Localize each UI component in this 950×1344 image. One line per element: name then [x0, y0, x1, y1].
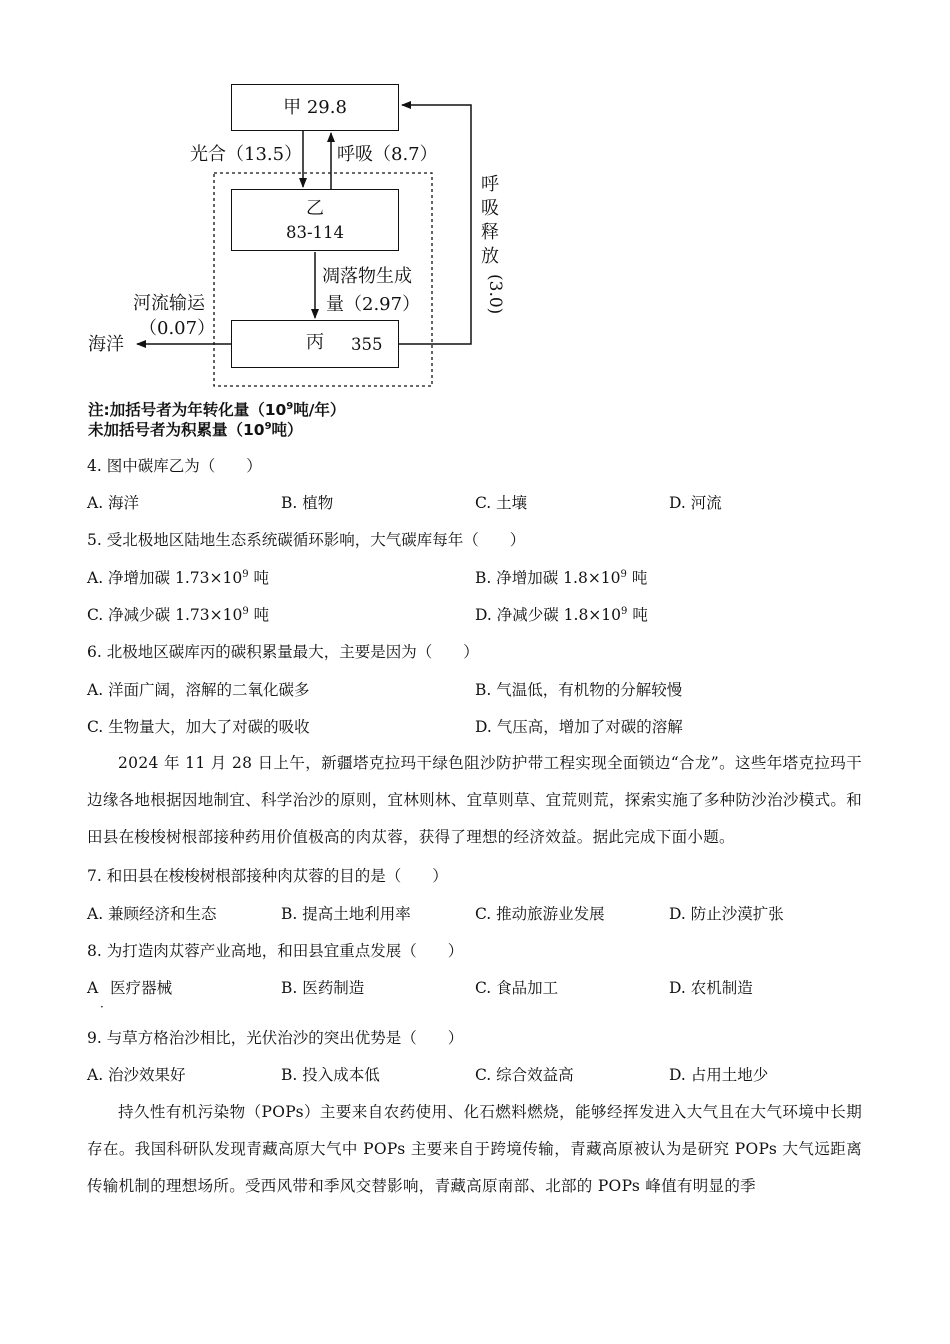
- q5c-sup: 9: [242, 605, 249, 617]
- q5-option-c[interactable]: [87, 605, 269, 625]
- q4-option-b[interactable]: B. 植物: [281, 494, 334, 512]
- resp-release-char-3: 释: [481, 222, 499, 243]
- q5a-unit: 吨: [248, 569, 270, 587]
- q7-option-d[interactable]: D. 防止沙漠扩张: [669, 905, 784, 923]
- q8a-letter: A: [87, 979, 99, 997]
- q7-option-b[interactable]: B. 提高土地利用率: [281, 905, 411, 923]
- resp-release-char-2: 吸: [481, 198, 499, 219]
- note2-text-b: 吨）: [271, 421, 303, 439]
- ocean-label: 海洋: [88, 334, 124, 355]
- diagram-note-line2: [88, 420, 303, 440]
- question-9-stem: 9. 与草方格治沙相比，光伏治沙的突出优势是（ ）: [87, 1029, 464, 1047]
- river-label-line2: （0.07）: [139, 318, 216, 339]
- river-label-line1: 河流输运: [133, 293, 205, 314]
- litter-label-line1: 凋落物生成: [322, 266, 412, 287]
- q5c-text: C. 净减少碳 1.73×10: [87, 606, 243, 624]
- q8a-text: 医疗器械: [110, 979, 173, 997]
- carbon-pool-bing: [231, 320, 399, 368]
- carbon-pool-jia: [231, 84, 399, 131]
- q9-option-b[interactable]: B. 投入成本低: [281, 1066, 380, 1084]
- yi-label: 乙: [306, 198, 324, 219]
- q5d-unit: 吨: [627, 606, 648, 624]
- q5d-text: D. 净减少碳 1.8×10: [475, 606, 622, 624]
- q6-option-b[interactable]: B. 气温低，有机物的分解较慢: [475, 681, 683, 699]
- q9-option-d[interactable]: D. 占用土地少: [669, 1066, 769, 1084]
- q5a-sup: 9: [242, 568, 249, 580]
- litter-label-line2: 量（2.97）: [326, 294, 421, 315]
- note1-text-a: 注:加括号者为年转化量（10: [88, 401, 287, 419]
- note1-sup: 9: [286, 400, 294, 412]
- question-8-stem: 8. 为打造肉苁蓉产业高地，和田县宜重点发展（ ）: [87, 942, 464, 960]
- carbon-pool-yi: [231, 189, 399, 251]
- q5b-text: B. 净增加碳 1.8×10: [475, 569, 621, 587]
- q5c-unit: 吨: [248, 606, 270, 624]
- note2-text-a: 未加括号者为积累量（10: [88, 421, 265, 439]
- q5-option-a[interactable]: [87, 568, 269, 588]
- q5b-sup: 9: [620, 568, 627, 580]
- q8-option-c[interactable]: C. 食品加工: [475, 979, 559, 997]
- photosynthesis-label: 光合（13.5）: [190, 144, 303, 165]
- q6-option-d[interactable]: D. 气压高，增加了对碳的溶解: [475, 718, 683, 736]
- reading-passage-2: 持久性有机污染物（POPs）主要来自农药使用、化石燃料燃烧，能够经挥发进入大气且在大气环境中长期存在。我国科研队发现青藏高原大气中 POPs 主要来自于跨境传输，青藏高原被认为是研究 POPs 大气远距离传输机制的理想场所。受西风带和季风交替影响，青藏高原南部、北部的 POPs 峰值有明显的季: [87, 1103, 862, 1195]
- q5-option-d[interactable]: [475, 605, 648, 625]
- note1-text-b: 吨/年）: [293, 401, 346, 419]
- q5a-text: A. 净增加碳 1.73×10: [87, 569, 243, 587]
- resp-release-char-4: 放: [481, 246, 499, 267]
- diagram-note-line1: [88, 400, 345, 420]
- resp-release-value: (3.0): [485, 274, 505, 315]
- q6-option-a[interactable]: A. 洋面广阔，溶解的二氧化碳多: [87, 681, 310, 699]
- reading-passage-1: 2024 年 11 月 28 日上午，新疆塔克拉玛干绿色阻沙防护带工程实现全面锁边“合龙”。这些年塔克拉玛干边缘各地根据因地制宜、科学治沙的原则，宜林则林、宜草则草、宜荒则荒，探索实施了多种防沙治沙模式。和田县在梭梭树根部接种药用价值极高的肉苁蓉，获得了理想的经济效益。据此完成下面小题。: [87, 754, 862, 846]
- question-7-stem: 7. 和田县在梭梭树根部接种肉苁蓉的目的是（ ）: [87, 867, 448, 885]
- q4-option-a[interactable]: A. 海洋: [87, 494, 140, 512]
- q9-option-a[interactable]: A. 治沙效果好: [87, 1066, 186, 1084]
- note2-sup: 9: [264, 420, 272, 432]
- respiration-label: 呼吸（8.7）: [337, 144, 438, 165]
- q5b-unit: 吨: [626, 569, 648, 587]
- q5-option-b[interactable]: [475, 568, 647, 588]
- q8-option-b[interactable]: B. 医药制造: [281, 979, 365, 997]
- diagram-arrows: [0, 0, 950, 400]
- q8-option-d[interactable]: D. 农机制造: [669, 979, 753, 997]
- bing-value: 355: [351, 335, 383, 354]
- q8a-dot: ·: [100, 1000, 104, 1014]
- q5d-sup: 9: [621, 605, 628, 617]
- q9-option-c[interactable]: C. 综合效益高: [475, 1066, 574, 1084]
- bing-label: 丙: [306, 332, 324, 353]
- question-5-stem: 5. 受北极地区陆地生态系统碳循环影响，大气碳库每年（ ）: [87, 531, 526, 549]
- q7-option-c[interactable]: C. 推动旅游业发展: [475, 905, 605, 923]
- q6-option-c[interactable]: C. 生物量大，加大了对碳的吸收: [87, 718, 310, 736]
- resp-release-char-1: 呼: [481, 174, 499, 195]
- question-4-stem: 4. 图中碳库乙为（ ）: [87, 457, 262, 475]
- q8-option-a[interactable]: [87, 978, 173, 1014]
- q7-option-a[interactable]: A. 兼顾经济和生态: [87, 905, 217, 923]
- q4-option-d[interactable]: D. 河流: [669, 494, 722, 512]
- q4-option-c[interactable]: C. 土壤: [475, 494, 528, 512]
- jia-label: 甲 29.8: [283, 97, 347, 118]
- yi-value: 83-114: [285, 223, 345, 242]
- question-6-stem: 6. 北极地区碳库丙的碳积累量最大，主要是因为（ ）: [87, 643, 479, 661]
